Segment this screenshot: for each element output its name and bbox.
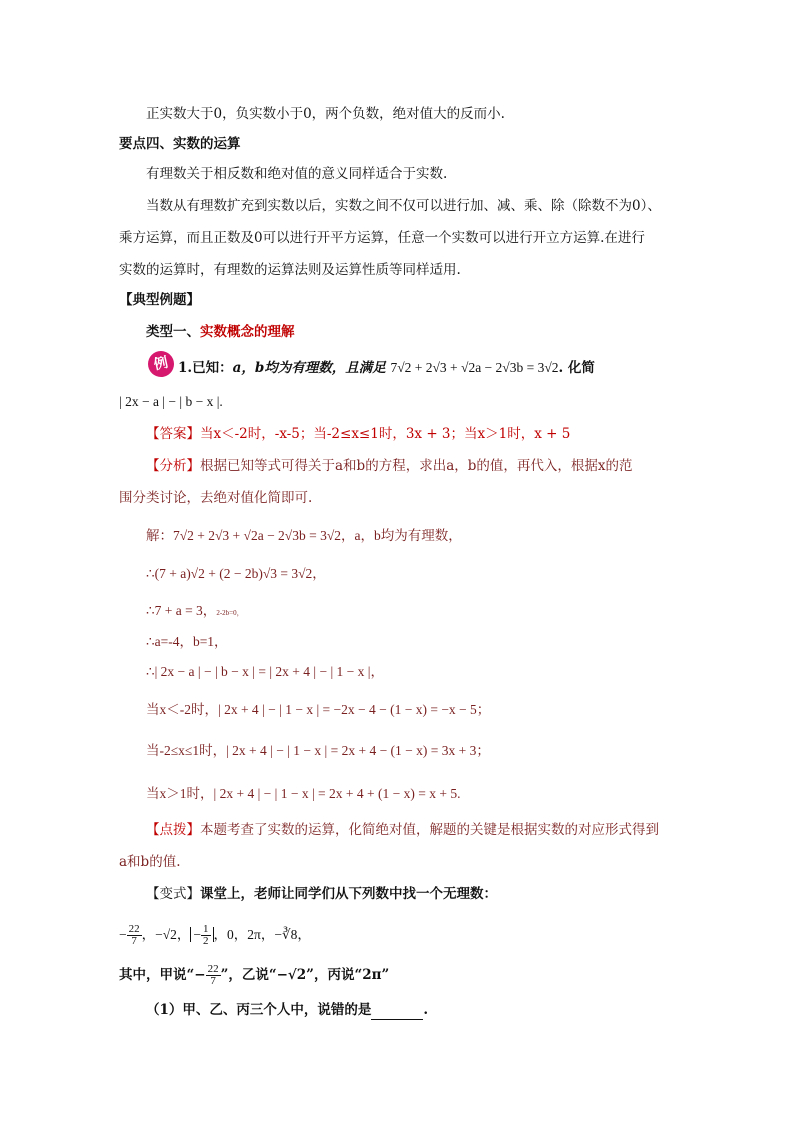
solution-step-5: ∴| 2x − a | − | b − x | = | 2x + 4 | − | 1 − x |， bbox=[146, 664, 384, 679]
tip-line-2: a和b的值. bbox=[119, 854, 181, 870]
fraction-denominator-half: 2 bbox=[203, 935, 209, 948]
analysis-label: 【分析】 bbox=[146, 458, 200, 474]
minus-sign: − bbox=[119, 927, 127, 942]
example-one-label: 1.已知： bbox=[178, 360, 233, 376]
solution-step-3 bbox=[146, 601, 706, 623]
says-prefix: 其中，甲说“− bbox=[119, 967, 206, 983]
variant-line bbox=[146, 884, 706, 904]
paragraph-operations-1: 当数从有理数扩充到实数以后，实数之间不仅可以进行加、减、乘、除（除数不为0）、 bbox=[146, 198, 661, 214]
example-one-expression: | 2x − a | − | b − x |. bbox=[119, 394, 223, 409]
neg-sqrt2: −√2 bbox=[155, 927, 177, 942]
variant-text: 课堂上，老师让同学们从下列数中找一个无理数： bbox=[200, 886, 497, 902]
paragraph-operations-3: 实数的运算时，有理数的运算法则及运算性质等同样适用. bbox=[119, 262, 461, 278]
question-one-text: （1）甲、乙、丙三个人中，说错的是 bbox=[146, 1002, 372, 1018]
solution-case-3: 当x＞1时，| 2x + 4 | − | 1 − x | = 2x + 4 + (1 − x) = x + 5. bbox=[146, 786, 461, 801]
type-one-prefix: 类型一、 bbox=[146, 324, 200, 340]
example-one-statement bbox=[178, 358, 738, 378]
variant-label: 【变式】 bbox=[146, 886, 200, 902]
fraction-numerator: 22 bbox=[128, 923, 140, 936]
solution-case-1: 当x＜-2时，| 2x + 4 | − | 1 − x | = −2x − 4 − (1 − x) = −x − 5； bbox=[146, 702, 491, 717]
paragraph-opposites: 有理数关于相反数和绝对值的意义同样适合于实数. bbox=[146, 166, 448, 182]
tip-text-1: 本题考查了实数的运算，化简绝对值，解题的关键是根据实数的对应形式得到 bbox=[200, 822, 659, 838]
tip-line-1 bbox=[146, 820, 706, 840]
analysis-line-1 bbox=[146, 456, 706, 476]
heading-point-four: 要点四、实数的运算 bbox=[119, 136, 241, 152]
question-one-period: . bbox=[423, 1002, 429, 1018]
example-one-equation: 7√2 + 2√3 + √2a − 2√3b = 3√2 bbox=[390, 360, 559, 375]
fraction-22-7 bbox=[127, 924, 142, 947]
example-one-text: a，b均为有理数，且满足 bbox=[232, 360, 386, 376]
fraction-22-7-quote bbox=[206, 964, 221, 987]
answer-line bbox=[146, 424, 706, 444]
question-one bbox=[146, 1000, 706, 1020]
absolute-value-half: − $\frac{1}{2}$ bbox=[190, 927, 213, 942]
number-list: − $\frac{22}{7}$ ，−√2， − $\frac{1}{2}$ ，0，2π，−∛8， bbox=[119, 923, 311, 948]
fraction-1-2 bbox=[201, 924, 211, 947]
quote-denominator: 7 bbox=[210, 975, 216, 987]
fraction-denominator: 7 bbox=[131, 935, 137, 948]
type-one-heading bbox=[146, 322, 706, 342]
says-suffix: ”，乙说“−√2”，丙说“2π” bbox=[220, 967, 390, 983]
solution-step-1: 解：7√2 + 2√3 + √2a − 2√3b = 3√2，a，b均为有理数， bbox=[146, 528, 462, 543]
solution-step-3-main: ∴7 + a = 3， bbox=[146, 603, 217, 618]
number-list-tail: ，0，2π，−∛8， bbox=[213, 927, 311, 942]
answer-blank[interactable] bbox=[371, 1005, 423, 1020]
says-line bbox=[119, 960, 679, 990]
fraction-numerator-half: 1 bbox=[203, 923, 209, 936]
answer-label: 【答案】 bbox=[146, 426, 200, 442]
solution-step-3-tiny: 2-2b=0， bbox=[216, 609, 244, 617]
example-badge-icon: 例 bbox=[146, 349, 177, 380]
analysis-text-1: 根据已知等式可得关于a和b的方程，求出a，b的值，再代入，根据x的范 bbox=[200, 458, 633, 474]
analysis-line-2: 围分类讨论，去绝对值化简即可. bbox=[119, 490, 313, 506]
example-one-end: . 化简 bbox=[558, 360, 595, 376]
solution-step-4: ∴a=-4，b=1， bbox=[146, 634, 228, 649]
answer-text: 当x＜-2时，-x-5；当-2≤x≤1时，3x + 3；当x＞1时，x + 5 bbox=[200, 426, 571, 442]
quote-numerator: 22 bbox=[207, 963, 219, 975]
type-one-title: 实数概念的理解 bbox=[200, 324, 295, 340]
section-typical-examples: 【典型例题】 bbox=[119, 292, 200, 308]
solution-case-2: 当-2≤x≤1时，| 2x + 4 | − | 1 − x | = 2x + 4 − (1 − x) = 3x + 3； bbox=[146, 743, 490, 758]
solution-step-2: ∴(7 + a)√2 + (2 − 2b)√3 = 3√2， bbox=[146, 566, 326, 581]
tip-label: 【点拨】 bbox=[146, 822, 200, 838]
paragraph-ordering: 正实数大于0，负实数小于0，两个负数，绝对值大的反而小. bbox=[146, 106, 505, 122]
paragraph-operations-2: 乘方运算，而且正数及0可以进行开平方运算，任意一个实数可以进行开立方运算.在进行 bbox=[119, 230, 645, 246]
